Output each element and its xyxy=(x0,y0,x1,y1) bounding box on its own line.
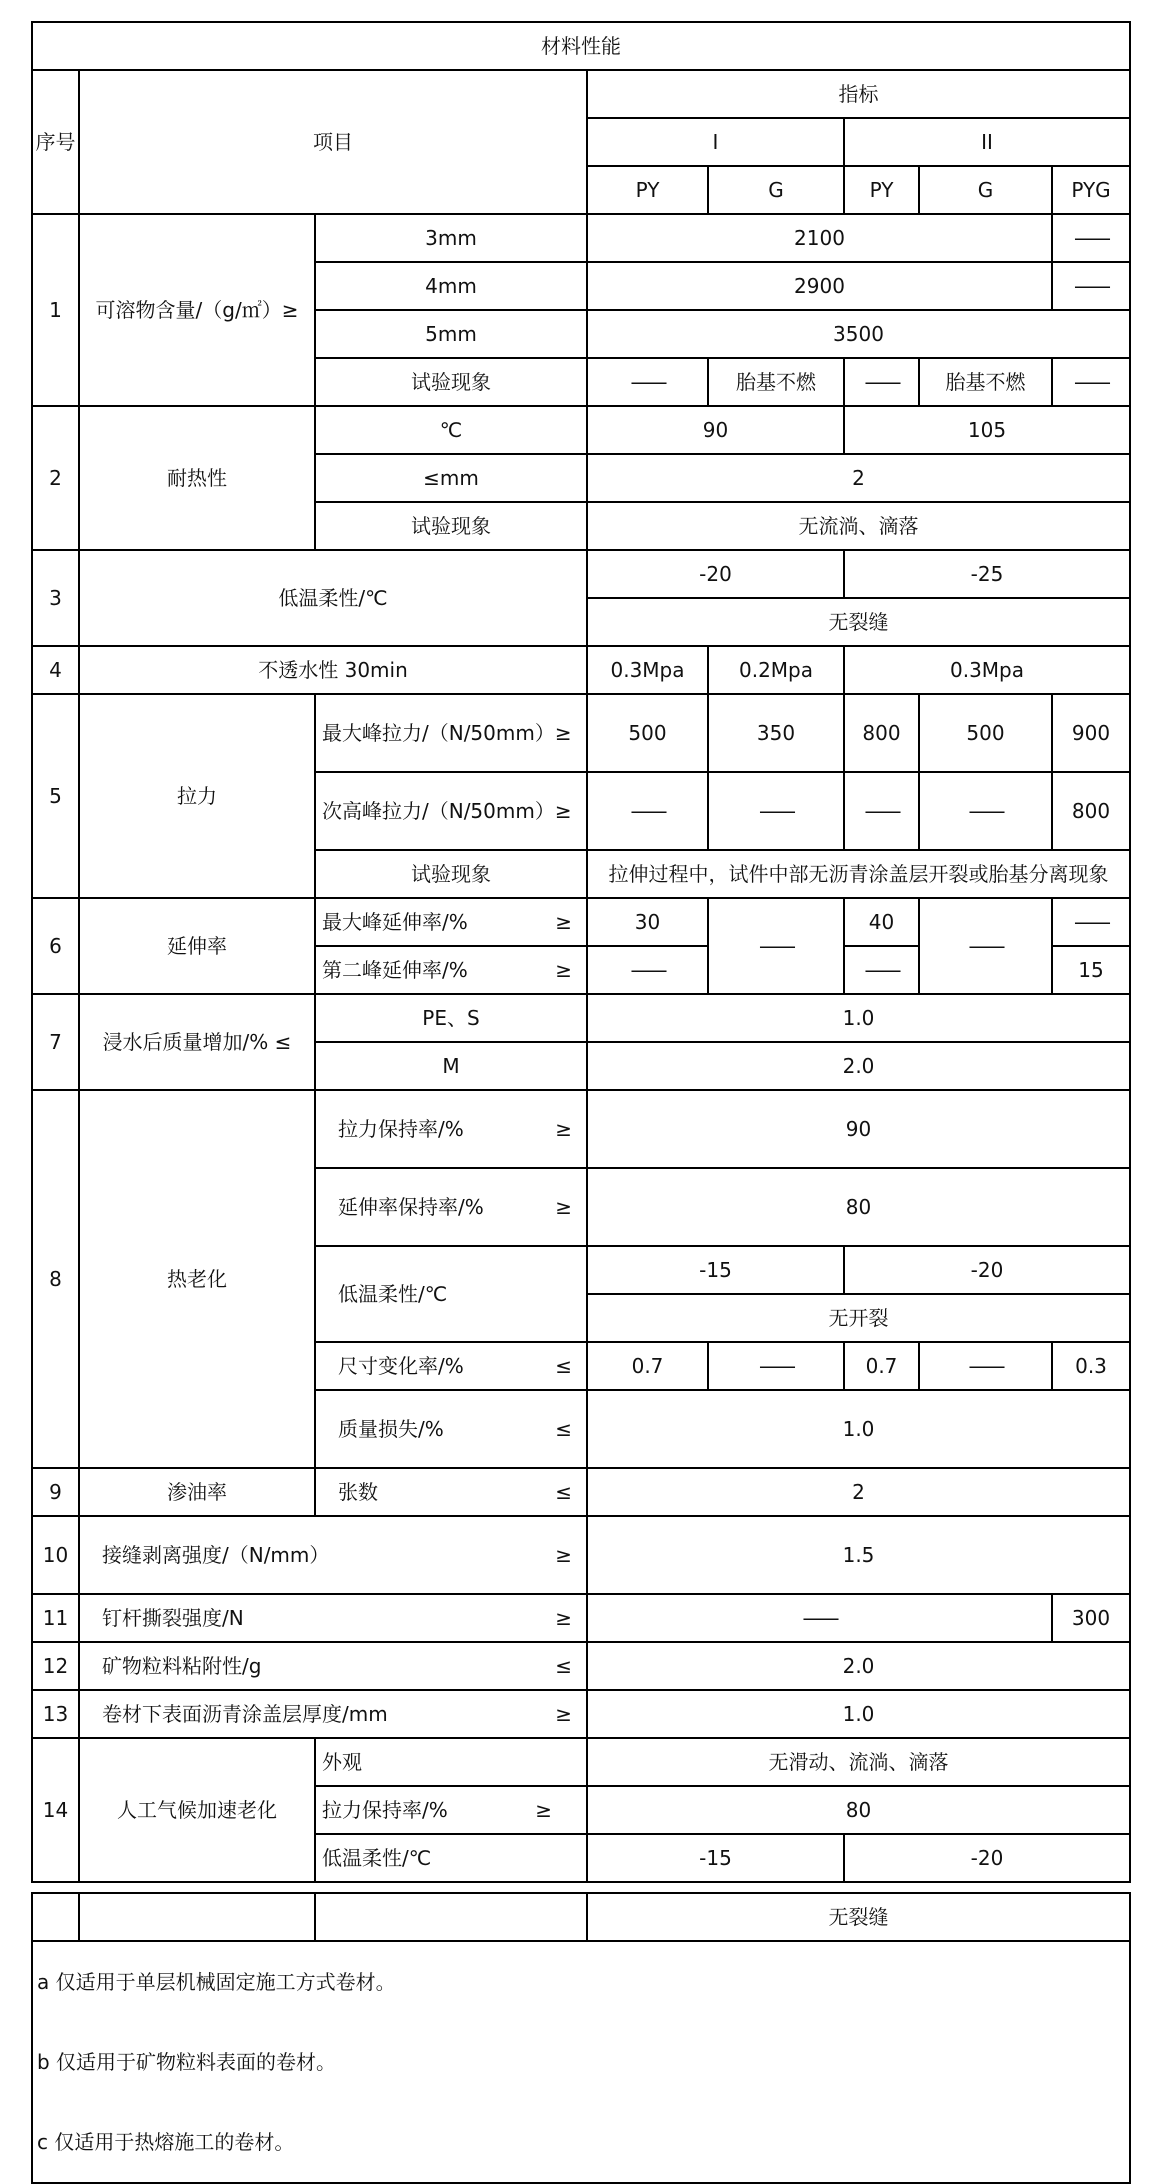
header-no: 序号 xyxy=(32,70,79,214)
row8-dim-g2: —— xyxy=(919,1342,1052,1390)
row8-sub-massloss-label: 质量损失/% xyxy=(338,1416,444,1441)
row2-val-mm: 2 xyxy=(587,454,1130,502)
row1-phen-g1: 胎基不燃 xyxy=(708,358,844,406)
row9-sub-le: ≤ xyxy=(555,1479,572,1504)
row2-sub-celsius: ℃ xyxy=(315,406,587,454)
row8-val-tensile: 90 xyxy=(587,1090,1130,1168)
row5-max-g2: 500 xyxy=(919,694,1052,772)
row14-sub-tensile-ge: ≥ xyxy=(535,1797,552,1822)
row5-val-phenomenon: 拉伸过程中，试件中部无沥青涂盖层开裂或胎基分离现象 xyxy=(587,850,1130,898)
row6-g1: —— xyxy=(708,898,844,994)
row1-phen-py1: —— xyxy=(587,358,708,406)
row14-no: 14 xyxy=(32,1738,79,1882)
row13-val: 1.0 xyxy=(587,1690,1130,1738)
row14-val-appearance: 无滑动、流淌、滴落 xyxy=(587,1738,1130,1786)
row8-sub-tensile-ge: ≥ xyxy=(555,1116,572,1141)
row11-name xyxy=(79,1594,587,1642)
row1-phen-pyg: —— xyxy=(1052,358,1130,406)
row8-sub-elong-label: 延伸率保持率/% xyxy=(338,1194,484,1219)
row14-sub-appearance: 外观 xyxy=(315,1738,587,1786)
row12-name-label: 矿物粒料粘附性/g xyxy=(102,1653,262,1678)
row8-lowtemp-1: -15 xyxy=(587,1246,844,1294)
row6-sub-second xyxy=(315,946,587,994)
row8-lowtemp-2: -20 xyxy=(844,1246,1130,1294)
row8-sub-dimension xyxy=(315,1342,587,1390)
row13-name xyxy=(79,1690,587,1738)
row12-name xyxy=(79,1642,587,1690)
row10-name-label: 接缝剥离强度/（N/mm） xyxy=(102,1542,330,1567)
row4-val-g1: 0.2Mpa xyxy=(708,646,844,694)
row6-sub-second-label: 第二峰延伸率/% xyxy=(322,957,468,982)
row1-phen-g2: 胎基不燃 xyxy=(919,358,1052,406)
row6-no: 6 xyxy=(32,898,79,994)
header-grade-1: I xyxy=(587,118,844,166)
row2-name: 耐热性 xyxy=(79,406,315,550)
row1-sub-4mm: 4mm xyxy=(315,262,587,310)
header-item: 项目 xyxy=(79,70,587,214)
header-g-2: G xyxy=(919,166,1052,214)
row4-no: 4 xyxy=(32,646,79,694)
table-title: 材料性能 xyxy=(32,22,1130,70)
row14-sub-tensile-label: 拉力保持率/% xyxy=(322,1797,448,1822)
row8-sub-massloss xyxy=(315,1390,587,1468)
header-pyg: PYG xyxy=(1052,166,1130,214)
row1-sub-phenomenon: 试验现象 xyxy=(315,358,587,406)
row6-sec-pyg: 15 xyxy=(1052,946,1130,994)
row6-sub-max xyxy=(315,898,587,946)
row9-no: 9 xyxy=(32,1468,79,1516)
row8-sub-elong-ge: ≥ xyxy=(555,1194,572,1219)
row6-max-py2: 40 xyxy=(844,898,919,946)
footer-empty-3 xyxy=(315,1893,587,1941)
row8-sub-tensile-label: 拉力保持率/% xyxy=(338,1116,464,1141)
row5-max-py1: 500 xyxy=(587,694,708,772)
row6-sub-second-ge: ≥ xyxy=(555,957,572,982)
row5-max-py2: 800 xyxy=(844,694,919,772)
row7-name: 浸水后质量增加/% ≤ xyxy=(79,994,315,1090)
row3-val-2: -25 xyxy=(844,550,1130,598)
row7-val-m: 2.0 xyxy=(587,1042,1130,1090)
row5-no: 5 xyxy=(32,694,79,898)
row2-val-2: 105 xyxy=(844,406,1130,454)
row6-name: 延伸率 xyxy=(79,898,315,994)
row5-sec-py1: —— xyxy=(587,772,708,850)
row8-sub-tensile xyxy=(315,1090,587,1168)
footer-table xyxy=(31,1892,1131,2184)
row9-name: 渗油率 xyxy=(79,1468,315,1516)
row12-no: 12 xyxy=(32,1642,79,1690)
row9-val: 2 xyxy=(587,1468,1130,1516)
row5-sub-max: 最大峰拉力/（N/50mm）≥ xyxy=(315,694,587,772)
row13-name-label: 卷材下表面沥青涂盖层厚度/mm xyxy=(102,1701,388,1726)
row4-val-py1: 0.3Mpa xyxy=(587,646,708,694)
header-grade-2: II xyxy=(844,118,1130,166)
row8-dim-py1: 0.7 xyxy=(587,1342,708,1390)
row1-phen-py2: —— xyxy=(844,358,919,406)
row2-no: 2 xyxy=(32,406,79,550)
row6-g2: —— xyxy=(919,898,1052,994)
header-index: 指标 xyxy=(587,70,1130,118)
row1-val-4mm: 2900 xyxy=(587,262,1052,310)
row5-sec-g2: —— xyxy=(919,772,1052,850)
header-py-1: PY xyxy=(587,166,708,214)
footer-val: 无裂缝 xyxy=(587,1893,1130,1941)
row8-sub-lowtemp: 低温柔性/℃ xyxy=(315,1246,587,1342)
row10-no: 10 xyxy=(32,1516,79,1594)
row11-val: —— xyxy=(587,1594,1052,1642)
row8-val-massloss: 1.0 xyxy=(587,1390,1130,1468)
row1-sub-5mm: 5mm xyxy=(315,310,587,358)
row1-no: 1 xyxy=(32,214,79,406)
row8-sub-dimension-le: ≤ xyxy=(555,1353,572,1378)
material-properties-table xyxy=(31,21,1129,2184)
row10-name xyxy=(79,1516,587,1594)
row8-sub-dimension-label: 尺寸变化率/% xyxy=(338,1353,464,1378)
main-table xyxy=(31,21,1131,1883)
row8-name: 热老化 xyxy=(79,1090,315,1468)
row1-pyg-3mm: —— xyxy=(1052,214,1130,262)
row7-no: 7 xyxy=(32,994,79,1090)
row7-sub-m: M xyxy=(315,1042,587,1090)
footer-empty-2 xyxy=(79,1893,315,1941)
row9-sub xyxy=(315,1468,587,1516)
footnotes xyxy=(32,1941,1130,2183)
row3-no: 3 xyxy=(32,550,79,646)
row6-sub-max-ge: ≥ xyxy=(555,909,572,934)
header-py-2: PY xyxy=(844,166,919,214)
row2-sub-phenomenon: 试验现象 xyxy=(315,502,587,550)
row4-val-2: 0.3Mpa xyxy=(844,646,1130,694)
row7-sub-pes: PE、S xyxy=(315,994,587,1042)
row8-dim-py2: 0.7 xyxy=(844,1342,919,1390)
row7-val-pes: 1.0 xyxy=(587,994,1130,1042)
row5-sec-g1: —— xyxy=(708,772,844,850)
row5-max-g1: 350 xyxy=(708,694,844,772)
row4-name: 不透水性 30min xyxy=(79,646,587,694)
row8-dim-g1: —— xyxy=(708,1342,844,1390)
row1-val-3mm: 2100 xyxy=(587,214,1052,262)
row8-val-elong: 80 xyxy=(587,1168,1130,1246)
row5-sub-phenomenon: 试验现象 xyxy=(315,850,587,898)
row11-val-pyg: 300 xyxy=(1052,1594,1130,1642)
row3-val-result: 无裂缝 xyxy=(587,598,1130,646)
row5-name: 拉力 xyxy=(79,694,315,898)
row5-sec-py2: —— xyxy=(844,772,919,850)
row14-lowtemp-2: -20 xyxy=(844,1834,1130,1882)
row6-sec-py1: —— xyxy=(587,946,708,994)
row2-val-1: 90 xyxy=(587,406,844,454)
row8-lowtemp-result: 无开裂 xyxy=(587,1294,1130,1342)
footer-empty-1 xyxy=(32,1893,79,1941)
row8-sub-massloss-le: ≤ xyxy=(555,1416,572,1441)
row5-sub-second: 次高峰拉力/（N/50mm）≥ xyxy=(315,772,587,850)
footnote-b: b 仅适用于矿物粒料表面的卷材。 xyxy=(37,2049,337,2074)
row8-no: 8 xyxy=(32,1090,79,1468)
row14-name: 人工气候加速老化 xyxy=(79,1738,315,1882)
row2-sub-mm: ≤mm xyxy=(315,454,587,502)
row8-dim-pyg: 0.3 xyxy=(1052,1342,1130,1390)
row5-sec-pyg: 800 xyxy=(1052,772,1130,850)
row3-name: 低温柔性/℃ xyxy=(79,550,587,646)
row6-max-py1: 30 xyxy=(587,898,708,946)
footnote-c: c 仅适用于热熔施工的卷材。 xyxy=(37,2129,295,2154)
row11-name-label: 钉杆撕裂强度/N xyxy=(102,1605,244,1630)
row11-no: 11 xyxy=(32,1594,79,1642)
row6-max-pyg: —— xyxy=(1052,898,1130,946)
row8-sub-elong xyxy=(315,1168,587,1246)
row14-val-tensile: 80 xyxy=(587,1786,1130,1834)
row1-val-5mm: 3500 xyxy=(587,310,1130,358)
row6-sec-py2: —— xyxy=(844,946,919,994)
row14-sub-tensile xyxy=(315,1786,587,1834)
header-g-1: G xyxy=(708,166,844,214)
row10-sym: ≥ xyxy=(555,1542,572,1567)
row12-val: 2.0 xyxy=(587,1642,1130,1690)
row2-val-phenomenon: 无流淌、滴落 xyxy=(587,502,1130,550)
row14-sub-lowtemp: 低温柔性/℃ xyxy=(315,1834,587,1882)
row9-sub-label: 张数 xyxy=(338,1479,378,1504)
row13-no: 13 xyxy=(32,1690,79,1738)
row1-pyg-4mm: —— xyxy=(1052,262,1130,310)
footnote-a: a 仅适用于单层机械固定施工方式卷材。 xyxy=(37,1969,396,1994)
row10-val: 1.5 xyxy=(587,1516,1130,1594)
row13-sym: ≥ xyxy=(555,1701,572,1726)
row12-sym: ≤ xyxy=(555,1653,572,1678)
row14-lowtemp-1: -15 xyxy=(587,1834,844,1882)
row1-name: 可溶物含量/（g/㎡）≥ xyxy=(79,214,315,406)
row11-sym: ≥ xyxy=(555,1605,572,1630)
row1-sub-3mm: 3mm xyxy=(315,214,587,262)
row3-val-1: -20 xyxy=(587,550,844,598)
row6-sub-max-label: 最大峰延伸率/% xyxy=(322,909,468,934)
row5-max-pyg: 900 xyxy=(1052,694,1130,772)
